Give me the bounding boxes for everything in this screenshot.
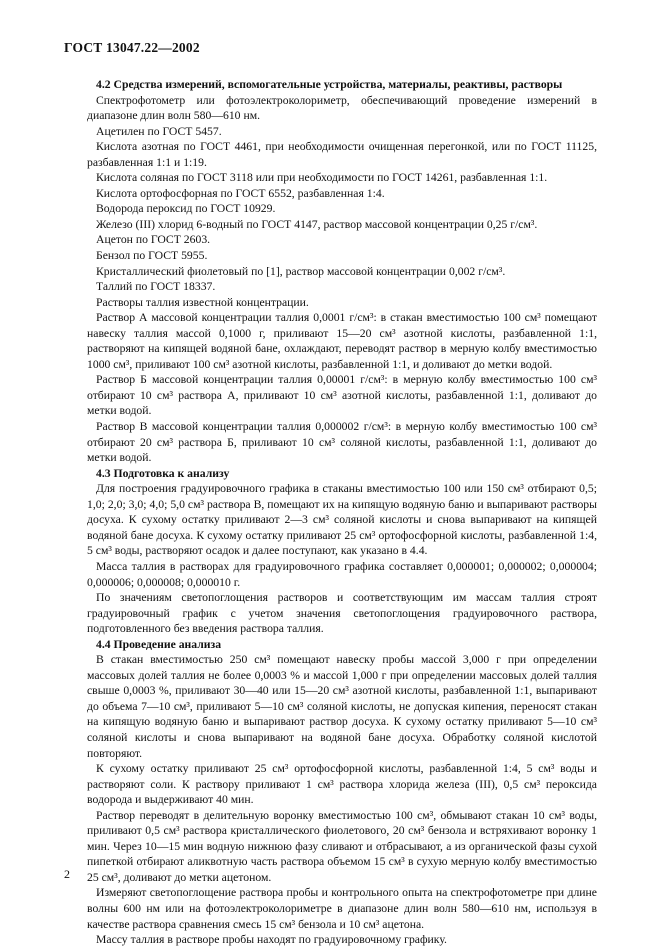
paragraph: В стакан вместимостью 250 см³ помещают навеску пробы массой 3,000 г при определении массовых долей таллия не более 0,0003 % и массой 1,000 г при определении массовых долей таллия свыше 0,0003 %, приливают 30—40 или 15—20 см³ азотной кислоты, разбавленной 1:1, выпаривают до объема 7—10 см³, приливают 5—10 см³ соляной кислоты, не допуская кипения, переносят стакан на кипящую водяную баню и выпаривают раствор досуха. К сухому остатку приливают 5—10 см³ соляной кислоты и снова выпаривают на водяной бане досуха. Обработку соляной кислотой повторяют. — [87, 653, 597, 760]
document-body — [87, 77, 597, 948]
paragraph: Ацетилен по ГОСТ 5457. — [96, 124, 222, 138]
section-4-4-heading: 4.4 Проведение анализа — [96, 637, 222, 651]
section-4-3-heading: 4.3 Подготовка к анализу — [96, 466, 230, 480]
paragraph: Кислота азотная по ГОСТ 4461, при необходимости очищенная перегонкой, или по ГОСТ 11125, разбавленная 1:1 и 1:19. — [87, 140, 597, 169]
paragraph: Растворы таллия известной концентрации. — [96, 295, 309, 309]
section-4-2-heading: 4.2 Средства измерений, вспомогательные устройства, материалы, реактивы, растворы — [96, 78, 563, 91]
paragraph: Кристаллический фиолетовый по [1], раствор массовой концентрации 0,002 г/см³. — [96, 264, 506, 278]
paragraph: Железо (III) хлорид 6-водный по ГОСТ 4147, раствор массовой концентрации 0,25 г/см³. — [96, 217, 538, 231]
paragraph: Для построения градуировочного графика в стаканы вместимостью 100 или 150 см³ отбирают 0,5; 1,0; 2,0; 3,0; 4,0; 5,0 см³ раствора В, помещают их на кипящую водяную баню и выпаривают растворы досуха. К сухому остатку приливают 2—3 см³ соляной кислоты и снова выпаривают на кипящей водяной бане досуха. К сухому остатку приливают 25 см³ ортофосфорной кислоты, разбавленной 1:4, 5 см³ воды, растворяют осадок и далее поступают, как указано в 4.4. — [87, 482, 597, 558]
paragraph: Раствор А массовой концентрации таллия 0,0001 г/см³: в стакан вместимостью 100 см³ помещают навеску таллия массой 0,1000 г, приливают 15—20 см³ азотной кислоты, разбавленной 1:1, растворяют на кипящей водяной бане, охлаждают, переводят раствор в мерную колбу вместимостью 1000 см³, приливают 100 см³ азотной кислоты, разбавленной 1:1, и доливают до метки водой. — [87, 311, 597, 371]
paragraph: Таллий по ГОСТ 18337. — [96, 280, 216, 294]
paragraph: Спектрофотометр или фотоэлектроколориметр, обеспечивающий проведение измерений в диапазоне длин волн 580—610 нм. — [87, 93, 597, 123]
paragraph: По значениям светопоглощения растворов и соответствующим им массам таллия строят градуировочный график с учетом значения светопоглощения градуировочного раствора, подготовленного без введения раствора таллия. — [87, 591, 597, 636]
paragraph: Ацетон по ГОСТ 2603. — [96, 233, 211, 247]
paragraph: Кислота соляная по ГОСТ 3118 или при необходимости по ГОСТ 14261, разбавленная 1:1. — [96, 171, 548, 185]
paragraph: К сухому остатку приливают 25 см³ ортофосфорной кислоты, разбавленной 1:4, 5 см³ воды и растворяют соли. К раствору приливают 1 см³ раствора хлорида железа (III), 0,5 см³ пероксида водорода и выдерживают 40 мин. — [87, 762, 597, 807]
paragraph: Раствор переводят в делительную воронку вместимостью 100 см³, обмывают стакан 10 см³ воды, приливают 0,5 см³ раствора кристаллического фиолетового, 20 см³ бензола и встряхивают воронку 1 мин. Через 10—15 мин водную нижнюю фазу сливают и отбрасывают, а из органической фазы сухой пипеткой отбирают аликвотную часть раствора объемом 15 см³ в сухую мерную колбу вместимостью 25 см³, доливают до метки ацетоном. — [87, 808, 597, 884]
page-number: 2 — [64, 867, 70, 881]
paragraph: Масса таллия в растворах для градуировочного графика составляет 0,000001; 0,000002; 0,000004; 0,000006; 0,000008; 0,000010 г. — [87, 559, 597, 589]
document-header: ГОСТ 13047.22—2002 — [64, 40, 200, 55]
paragraph: Измеряют светопоглощение раствора пробы и контрольного опыта на спектрофотометре при длине волны 600 нм или на фотоэлектроколориметре в диапазоне длин волн 580—610 нм, используя в качестве раствора сравнения смесь 15 см³ бензола и 10 см³ ацетона. — [87, 886, 597, 931]
paragraph: Раствор Б массовой концентрации таллия 0,00001 г/см³: в мерную колбу вместимостью 100 см³ отбирают 10 см³ раствора А, приливают 10 см³ азотной кислоты, разбавленной 1:1, доливают до метки водой. — [87, 373, 597, 418]
paragraph: Кислота ортофосфорная по ГОСТ 6552, разбавленная 1:4. — [96, 186, 385, 200]
paragraph: Раствор В массовой концентрации таллия 0,000002 г/см³: в мерную колбу вместимостью 100 см³ отбирают 20 см³ раствора Б, приливают 10 см³ соляной кислоты, разбавленной 1:1, доливают до метки водой. — [87, 420, 597, 465]
paragraph: Бензол по ГОСТ 5955. — [96, 249, 208, 263]
paragraph: Водорода пероксид по ГОСТ 10929. — [96, 202, 276, 216]
paragraph: Массу таллия в растворе пробы находят по градуировочному графику. — [96, 933, 447, 947]
